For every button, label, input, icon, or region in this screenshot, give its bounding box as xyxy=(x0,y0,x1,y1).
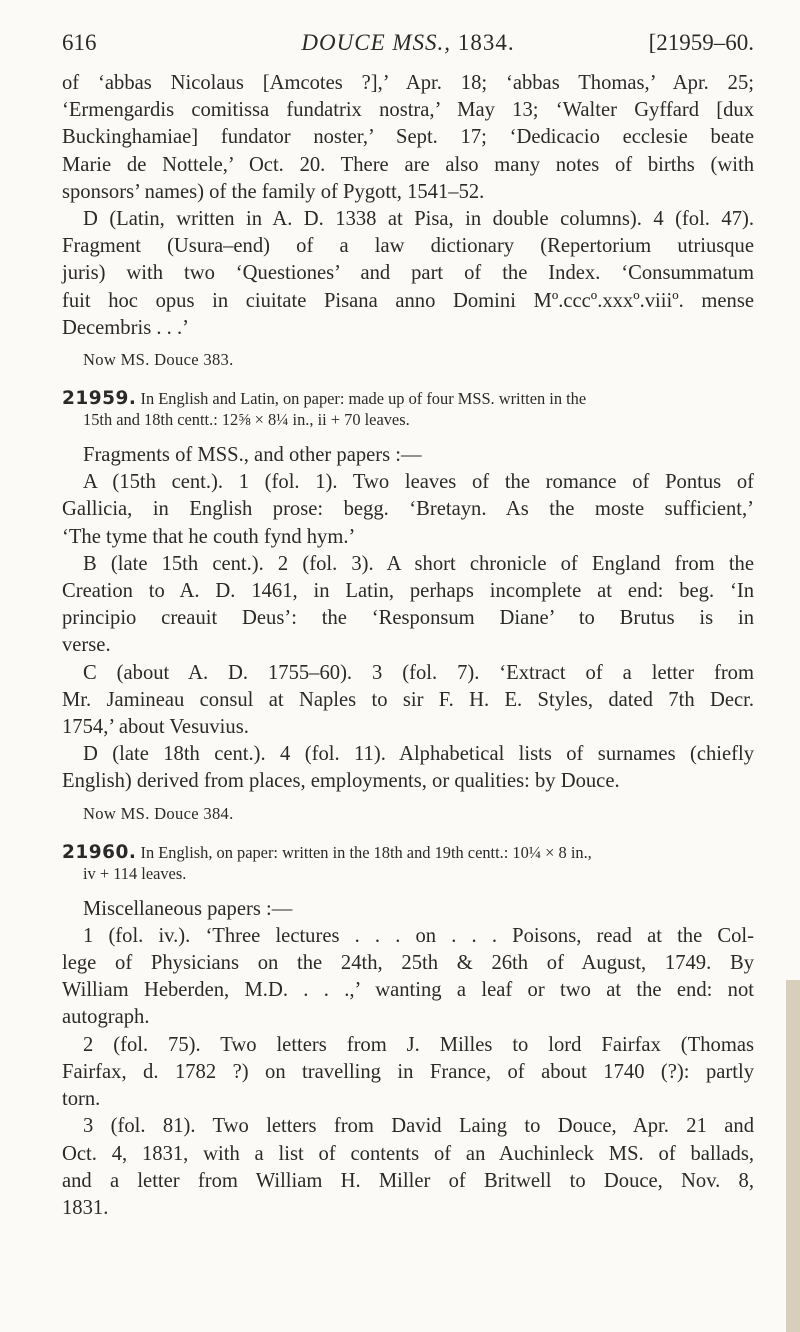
text-line: C (about A. D. 1755–60). 3 (fol. 7). ‘Extract of a letter from xyxy=(83,661,754,684)
text-line: Fairfax, d. 1782 ?) on travelling in France, of about 1740 (?): partly xyxy=(62,1060,754,1083)
text-line: verse. xyxy=(62,634,111,657)
part-d-paragraph xyxy=(62,206,754,342)
text-line: Gallicia, in English prose: begg. ‘Bretayn. As the moste sufficient,’ xyxy=(62,498,754,521)
text-line: of ‘abbas Nicolaus [Amcotes ?],’ Apr. 18; ‘abbas Thomas,’ Apr. 25; xyxy=(62,72,754,94)
text-line: Creation to A. D. 1461, in Latin, perhaps incomplete at end: beg. ‘In xyxy=(62,580,754,603)
fragments-paragraph xyxy=(62,442,754,796)
text-line: Oct. 4, 1831, with a list of contents of an Auchinleck MS. of ballads, xyxy=(62,1142,754,1165)
running-title-year: 1834. xyxy=(457,30,515,55)
text-line: Fragment (Usura–end) of a law dictionary (Repertorium utriusque xyxy=(62,235,754,258)
text-line: 1754,’ about Vesuvius. xyxy=(62,716,249,739)
text-line: Fragments of MSS., and other papers :— xyxy=(83,444,422,467)
running-title-italic: DOUCE MSS., xyxy=(301,30,452,55)
intro-paragraph xyxy=(62,70,754,206)
text-line: 1 (fol. iv.). ‘Three lectures . . . on . . . Poisons, read at the Col- xyxy=(83,924,754,947)
text-line: torn. xyxy=(62,1088,101,1111)
running-header xyxy=(62,30,754,64)
catalogue-entry-21960 xyxy=(62,842,754,884)
text-line: juris) with two ‘Questiones’ and part of the Index. ‘Consummatum xyxy=(62,262,754,285)
entry-description: iv + 114 leaves. xyxy=(83,863,187,883)
text-line: 3 (fol. 81). Two letters from David Laing to Douce, Apr. 21 and xyxy=(83,1115,754,1138)
text-line: lege of Physicians on the 24th, 25th & 26th of August, 1749. By xyxy=(62,952,754,975)
text-line: and a letter from William H. Miller of Britwell to Douce, Nov. 8, xyxy=(62,1169,754,1192)
text-line: Decembris . . .’ xyxy=(62,316,189,339)
entry-description: In English, on paper: written in the 18th and 19th centt.: 10¼ × 8 in., xyxy=(140,842,592,862)
text-line: B (late 15th cent.). 2 (fol. 3). A short chronicle of England from the xyxy=(83,552,754,575)
text-line: Mr. Jamineau consul at Naples to sir F. H. E. Styles, dated 7th Decr. xyxy=(62,688,754,711)
text-line: D (late 18th cent.). 4 (fol. 11). Alphabetical lists of surnames (chiefly xyxy=(83,743,754,766)
catalogue-entry-21959 xyxy=(62,388,754,430)
entry-number: 21959. xyxy=(62,388,137,410)
text-line: 1831. xyxy=(62,1196,109,1219)
text-line: A (15th cent.). 1 (fol. 1). Two leaves of the romance of Pontus of xyxy=(83,471,754,494)
text-line: English) derived from places, employments, or qualities: by Douce. xyxy=(62,770,620,793)
text-line: 2 (fol. 75). Two letters from J. Milles to lord Fairfax (Thomas xyxy=(83,1033,754,1056)
current-location-383: Now MS. Douce 383. xyxy=(83,350,234,370)
text-line: William Heberden, M.D. . . .,’ wanting a leaf or two at the end: not xyxy=(62,979,754,1002)
entry-description: In English and Latin, on paper: made up of four MSS. written in the xyxy=(140,389,587,409)
text-line: autograph. xyxy=(62,1006,150,1029)
text-line: Marie de Nottele,’ Oct. 20. There are also many notes of births (with xyxy=(62,153,754,176)
current-location-384: Now MS. Douce 384. xyxy=(83,803,234,823)
page xyxy=(62,30,754,1222)
shelfmark-range: [21959–60. xyxy=(648,30,754,55)
text-line: ‘Ermengardis comitissa fundatrix nostra,’ May 13; ‘Walter Gyffard [dux xyxy=(62,99,754,122)
text-line: Buckinghamiae] fundator noster,’ Sept. 17; ‘Dedicacio ecclesie beate xyxy=(62,126,754,149)
page-number: 616 xyxy=(62,30,97,55)
text-line: fuit hoc opus in ciuitate Pisana anno Domini Mº.cccº.xxxº.viiiº. mense xyxy=(62,289,754,312)
text-line: principio creauit Deus’: the ‘Responsum Diane’ to Brutus is in xyxy=(62,607,754,630)
text-line: ‘The tyme that he couth fynd hym.’ xyxy=(62,525,356,548)
text-line: Miscellaneous papers :— xyxy=(83,897,293,920)
text-line: sponsors’ names) of the family of Pygott, 1541–52. xyxy=(62,180,485,203)
text-line: D (Latin, written in A. D. 1338 at Pisa, in double columns). 4 (fol. 47). xyxy=(83,208,754,231)
entry-number: 21960. xyxy=(62,841,137,863)
miscellaneous-paragraph xyxy=(62,896,754,1222)
entry-description: 15th and 18th centt.: 12⅝ × 8¼ in., ii + 70 leaves. xyxy=(83,410,410,430)
page-edge-shadow xyxy=(786,980,800,1332)
